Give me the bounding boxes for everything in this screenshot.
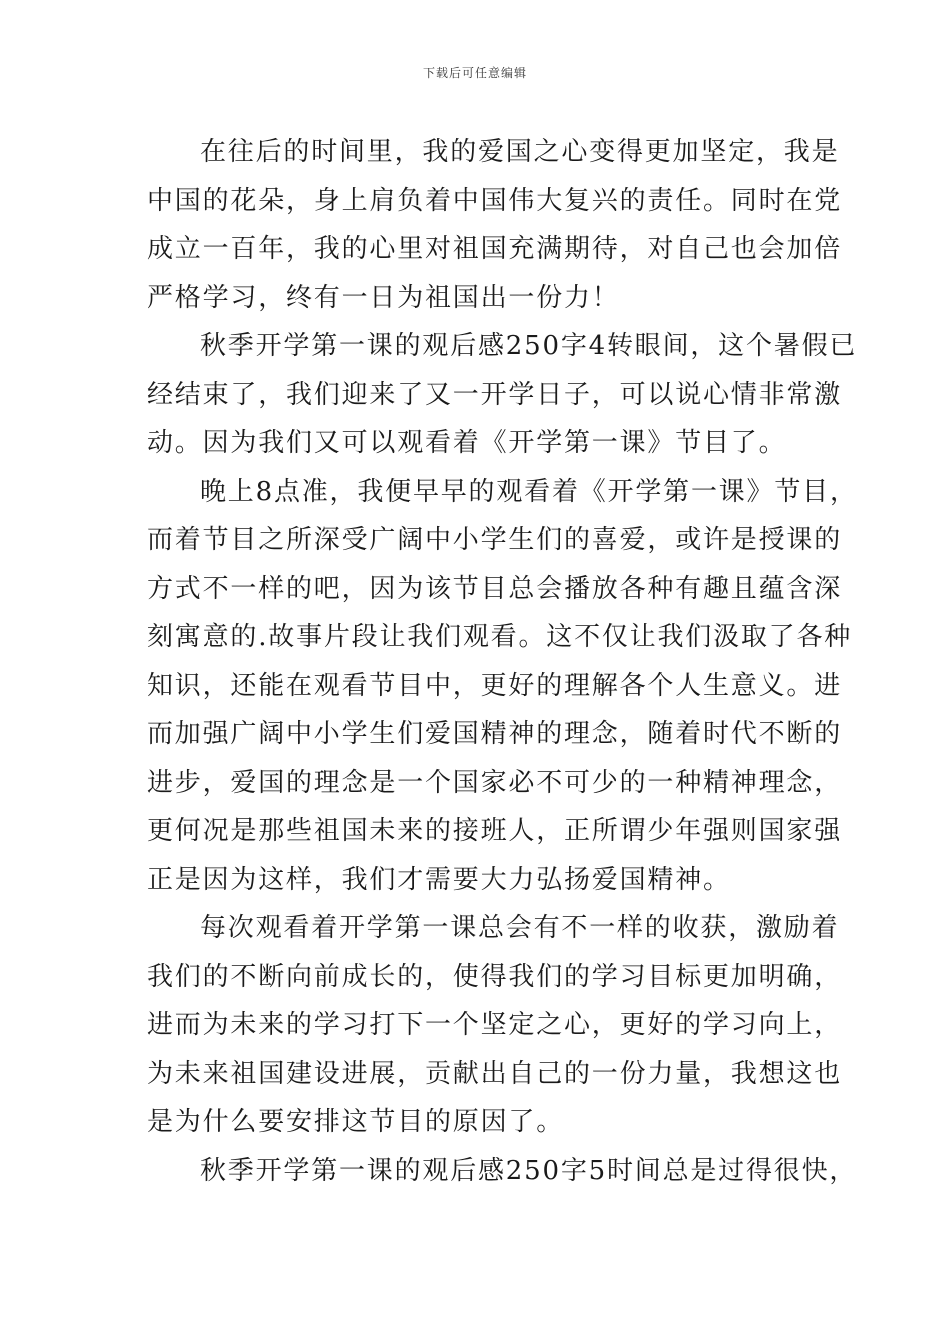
paragraph-line: 正是因为这样，我们才需要大力弘扬爱国精神。 (147, 864, 731, 895)
paragraph-line: 严格学习，终有一日为祖国出一份力！ (147, 282, 620, 313)
paragraph-4 (147, 904, 843, 1147)
paragraph-line: 秋季开学第一课的观后感250字5时间总是过得很快， (200, 1155, 858, 1186)
paragraph-line: 而加强广阔中小学生们爱国精神的理念，随着时代不断的 (147, 719, 843, 749)
paragraph-line: 每次观看着开学第一课总会有不一样的收获，激励着 (200, 913, 840, 943)
paragraph-line: 中国的花朵，身上肩负着中国伟大复兴的责任。同时在党 (147, 185, 843, 216)
paragraph-line: 经结束了，我们迎来了又一开学日子，可以说心情非常激 (147, 379, 843, 410)
header-note: 下载后可任意编辑 (422, 66, 527, 80)
paragraph-1 (147, 128, 843, 322)
paragraph-3 (147, 468, 858, 905)
paragraph-line: 知识，还能在观看节目中，更好的理解各个人生意义。进 (147, 670, 843, 701)
paragraph-line: 方式不一样的吧，因为该节目总会播放各种有趣且蕴含深 (147, 573, 843, 604)
paragraph-line: 晚上8点准，我便早早的观看着《开学第一课》节目， (200, 476, 858, 507)
paragraph-line: 刻寓意的.故事片段让我们观看。这不仅让我们汲取了各种 (147, 622, 853, 652)
paragraph-line: 在往后的时间里，我的爱国之心变得更加坚定，我是 (200, 137, 840, 167)
paragraph-line: 成立一百年，我的心里对祖国充满期待，对自己也会加倍 (147, 234, 843, 264)
paragraph-2 (147, 322, 858, 468)
paragraph-line: 为未来祖国建设进展，贡献出自己的一份力量，我想这也 (147, 1058, 843, 1089)
paragraph-line: 我们的不断向前成长的，使得我们的学习目标更加明确， (147, 961, 843, 992)
paragraph-line: 而着节目之所深受广阔中小学生们的喜爱，或许是授课的 (147, 525, 843, 555)
paragraph-line: 更何况是那些祖国未来的接班人，正所谓少年强则国家强 (147, 816, 843, 846)
paragraph-line: 是为什么要安排这节目的原因了。 (147, 1107, 565, 1137)
paragraph-line: 进步，爱国的理念是一个国家必不可少的一种精神理念， (147, 767, 843, 798)
paragraph-line: 秋季开学第一课的观后感250字4转眼间，这个暑假已 (200, 331, 858, 361)
paragraph-line: 进而为未来的学习打下一个坚定之心，更好的学习向上， (147, 1010, 843, 1040)
paragraph-line: 动。因为我们又可以观看着《开学第一课》节目了。 (147, 428, 787, 458)
body-text (147, 128, 858, 1195)
paragraph-5 (147, 1147, 858, 1196)
